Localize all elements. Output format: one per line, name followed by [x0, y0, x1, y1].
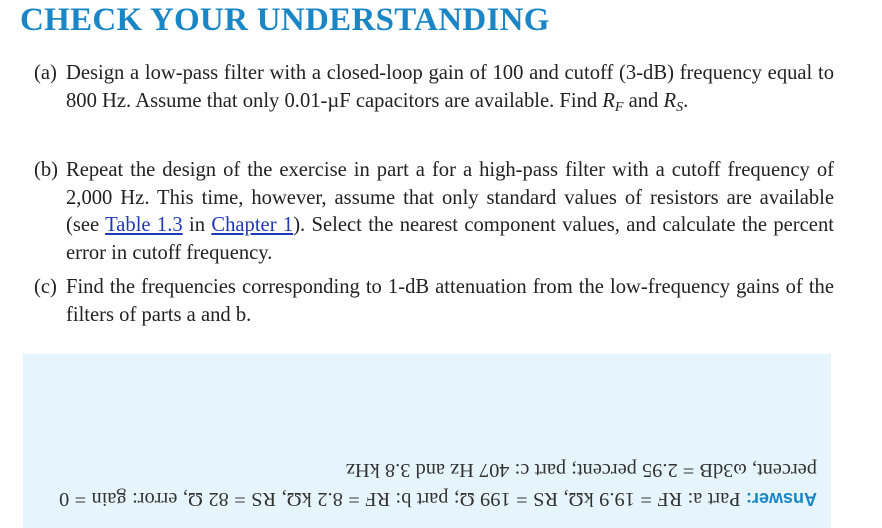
and-text: and [623, 89, 664, 112]
page-title: CHECK YOUR UNDERSTANDING [20, 2, 550, 38]
question-a-text: Design a low-pass filter with a closed-loop gain of 100 and cutoff (3-dB) frequency equal to 800 Hz. Assume that only 0.01-µF capacitors are available. Find [66, 62, 834, 112]
answer-upside-down [23, 354, 831, 528]
rs-subscript: S [676, 99, 684, 115]
question-c [34, 274, 834, 329]
question-text [66, 157, 834, 267]
question-label: (b) [34, 159, 59, 181]
question-label: (c) [34, 276, 57, 298]
answer-heading: Answer: [745, 489, 817, 509]
answer-box [23, 354, 831, 528]
rf-symbol: R [602, 89, 615, 112]
answer-body: Part a: RF = 19.9 kΩ, RS = 199 Ω; part b: RF = 8.2 kΩ, RS = 82 Ω, error: gain = 0 percent, ω3dB = 2.95 percent; part c: 407 Hz and 3.8 kHz [59, 459, 817, 510]
question-b-text-3: ). Select the nearest component values, and calculate the percent error in cutoff frequency. [66, 214, 834, 264]
rf-subscript: F [614, 99, 624, 115]
question-b-text-2: in [182, 214, 212, 237]
question-text [66, 60, 834, 121]
period: . [683, 89, 689, 112]
question-b [34, 157, 834, 267]
question-b-text-1: Repeat the design of the exercise in part a for a high-pass filter with a cutoff frequency of 2,000 Hz. This time, however, assume that only standard values of resistors are available (see [66, 159, 834, 237]
question-text [66, 274, 834, 329]
rs-symbol: R [663, 89, 677, 112]
answer-text [59, 455, 817, 513]
question-a [34, 60, 834, 121]
question-c-text: Find the frequencies corresponding to 1-dB attenuation from the low-frequency gains of the filters of parts a and b. [66, 276, 834, 326]
table-link[interactable]: Table 1.3 [105, 214, 183, 237]
chapter-link[interactable]: Chapter 1 [211, 214, 294, 237]
question-label: (a) [34, 62, 57, 84]
